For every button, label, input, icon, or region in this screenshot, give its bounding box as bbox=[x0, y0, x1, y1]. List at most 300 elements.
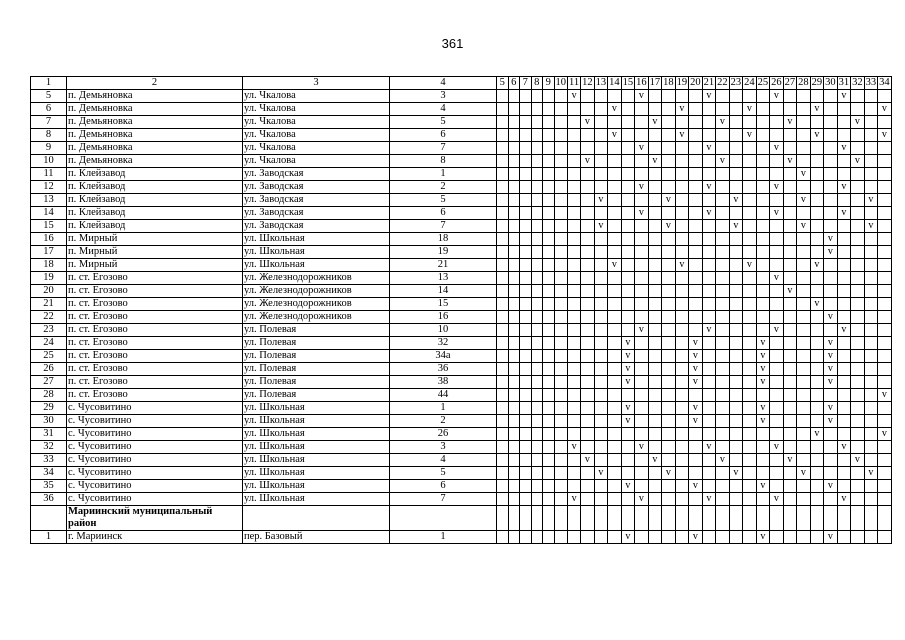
empty-cell bbox=[743, 194, 757, 207]
header-cell-11: 11 bbox=[569, 77, 580, 88]
empty-cell bbox=[824, 220, 838, 233]
empty-cell bbox=[756, 324, 770, 337]
row-number-cell: 29 bbox=[31, 402, 67, 415]
empty-cell bbox=[648, 168, 662, 181]
empty-cell bbox=[864, 207, 878, 220]
mark-cell: v bbox=[810, 298, 824, 311]
empty-cell bbox=[864, 402, 878, 415]
empty-cell bbox=[756, 129, 770, 142]
empty-cell bbox=[497, 246, 509, 259]
empty-cell bbox=[675, 246, 689, 259]
row-number-cell: 27 bbox=[31, 376, 67, 389]
locality-cell: п. Демьяновка bbox=[67, 155, 243, 168]
empty-cell bbox=[662, 181, 676, 194]
empty-cell bbox=[797, 531, 811, 544]
empty-cell bbox=[508, 531, 520, 544]
empty-cell bbox=[756, 168, 770, 181]
table-row bbox=[31, 207, 892, 220]
house-cell: 3 bbox=[390, 441, 497, 454]
street-cell: ул. Заводская bbox=[243, 181, 390, 194]
empty-cell bbox=[520, 168, 532, 181]
empty-cell bbox=[837, 129, 851, 142]
mark-cell: v bbox=[716, 155, 730, 168]
empty-cell bbox=[662, 116, 676, 129]
empty-cell bbox=[729, 272, 743, 285]
empty-cell bbox=[648, 246, 662, 259]
empty-cell bbox=[568, 376, 581, 389]
empty-cell bbox=[810, 467, 824, 480]
empty-cell bbox=[531, 142, 543, 155]
empty-cell bbox=[648, 441, 662, 454]
empty-cell bbox=[648, 402, 662, 415]
mark-cell: v bbox=[756, 480, 770, 493]
street-cell: ул. Заводская bbox=[243, 168, 390, 181]
empty-cell bbox=[824, 389, 838, 402]
empty-cell bbox=[497, 220, 509, 233]
empty-cell bbox=[554, 531, 568, 544]
empty-cell bbox=[675, 324, 689, 337]
mark-cell: v bbox=[864, 194, 878, 207]
empty-cell bbox=[810, 116, 824, 129]
empty-cell bbox=[497, 181, 509, 194]
empty-cell bbox=[756, 259, 770, 272]
empty-cell bbox=[689, 311, 703, 324]
empty-cell bbox=[543, 311, 555, 324]
empty-cell bbox=[520, 298, 532, 311]
street-cell: ул. Полевая bbox=[243, 337, 390, 350]
mark-cell: v bbox=[878, 129, 892, 142]
empty-cell bbox=[770, 259, 784, 272]
empty-cell bbox=[864, 233, 878, 246]
empty-cell bbox=[756, 454, 770, 467]
empty-cell bbox=[824, 506, 838, 531]
empty-cell bbox=[878, 116, 892, 129]
empty-cell bbox=[675, 376, 689, 389]
empty-cell bbox=[770, 337, 784, 350]
empty-cell bbox=[568, 155, 581, 168]
mark-cell: v bbox=[797, 467, 811, 480]
empty-cell bbox=[689, 272, 703, 285]
empty-cell bbox=[729, 389, 743, 402]
empty-cell bbox=[554, 337, 568, 350]
empty-cell bbox=[797, 363, 811, 376]
empty-cell bbox=[878, 194, 892, 207]
empty-cell bbox=[554, 415, 568, 428]
street-cell: ул. Железнодорожников bbox=[243, 311, 390, 324]
empty-cell bbox=[824, 181, 838, 194]
mark-cell: v bbox=[729, 220, 743, 233]
empty-cell bbox=[878, 311, 892, 324]
empty-cell bbox=[621, 298, 635, 311]
mark-cell: v bbox=[581, 155, 595, 168]
empty-cell bbox=[770, 103, 784, 116]
empty-cell bbox=[729, 363, 743, 376]
empty-cell bbox=[531, 363, 543, 376]
street-cell: ул. Школьная bbox=[243, 259, 390, 272]
empty-cell bbox=[608, 493, 622, 506]
empty-cell bbox=[543, 428, 555, 441]
empty-cell bbox=[729, 324, 743, 337]
mark-cell: v bbox=[581, 454, 595, 467]
empty-cell bbox=[702, 506, 716, 531]
empty-cell bbox=[594, 142, 608, 155]
empty-cell bbox=[702, 350, 716, 363]
empty-cell bbox=[497, 285, 509, 298]
empty-cell bbox=[810, 531, 824, 544]
empty-cell bbox=[608, 454, 622, 467]
empty-cell bbox=[689, 259, 703, 272]
empty-cell bbox=[608, 168, 622, 181]
row-number-cell: 22 bbox=[31, 311, 67, 324]
mark-cell: v bbox=[662, 220, 676, 233]
house-cell: 7 bbox=[390, 142, 497, 155]
empty-cell bbox=[543, 298, 555, 311]
header-cell-28: 28 bbox=[798, 77, 809, 88]
row-number-cell: 20 bbox=[31, 285, 67, 298]
locality-cell: п. ст. Егозово bbox=[67, 350, 243, 363]
empty-cell bbox=[756, 181, 770, 194]
empty-cell bbox=[648, 389, 662, 402]
empty-cell bbox=[797, 480, 811, 493]
empty-cell bbox=[851, 389, 865, 402]
row-number-cell: 11 bbox=[31, 168, 67, 181]
locality-cell: п. Демьяновка bbox=[67, 116, 243, 129]
street-cell: ул. Полевая bbox=[243, 350, 390, 363]
empty-cell bbox=[543, 493, 555, 506]
empty-cell bbox=[635, 168, 649, 181]
empty-cell bbox=[520, 155, 532, 168]
empty-cell bbox=[824, 467, 838, 480]
empty-cell bbox=[662, 350, 676, 363]
empty-cell bbox=[837, 272, 851, 285]
empty-cell bbox=[543, 116, 555, 129]
row-number-cell: 21 bbox=[31, 298, 67, 311]
empty-cell bbox=[824, 285, 838, 298]
empty-cell bbox=[621, 155, 635, 168]
empty-cell bbox=[716, 285, 730, 298]
empty-cell bbox=[675, 441, 689, 454]
header-cell-24: 24 bbox=[744, 77, 755, 88]
empty-cell bbox=[531, 467, 543, 480]
header-cell-26: 26 bbox=[771, 77, 782, 88]
empty-cell bbox=[648, 298, 662, 311]
empty-cell bbox=[531, 506, 543, 531]
house-cell: 14 bbox=[390, 285, 497, 298]
empty-cell bbox=[581, 467, 595, 480]
empty-cell bbox=[797, 142, 811, 155]
locality-cell: п. Клейзавод bbox=[67, 181, 243, 194]
empty-cell bbox=[543, 207, 555, 220]
empty-cell bbox=[554, 454, 568, 467]
empty-cell bbox=[797, 389, 811, 402]
empty-cell bbox=[851, 194, 865, 207]
empty-cell bbox=[662, 272, 676, 285]
empty-cell bbox=[729, 506, 743, 531]
table-row bbox=[31, 324, 892, 337]
mark-cell: v bbox=[594, 194, 608, 207]
house-cell: 19 bbox=[390, 246, 497, 259]
empty-cell bbox=[531, 285, 543, 298]
empty-cell bbox=[508, 337, 520, 350]
empty-cell bbox=[810, 207, 824, 220]
empty-cell bbox=[837, 116, 851, 129]
house-cell: 6 bbox=[390, 129, 497, 142]
empty-cell bbox=[520, 376, 532, 389]
empty-cell bbox=[594, 363, 608, 376]
empty-cell bbox=[810, 454, 824, 467]
mark-cell: v bbox=[743, 129, 757, 142]
empty-cell bbox=[837, 233, 851, 246]
empty-cell bbox=[554, 363, 568, 376]
empty-cell bbox=[520, 233, 532, 246]
empty-cell bbox=[878, 233, 892, 246]
empty-cell bbox=[608, 246, 622, 259]
empty-cell bbox=[662, 402, 676, 415]
empty-cell bbox=[662, 531, 676, 544]
empty-cell bbox=[635, 311, 649, 324]
empty-cell bbox=[851, 402, 865, 415]
empty-cell bbox=[608, 441, 622, 454]
empty-cell bbox=[689, 181, 703, 194]
empty-cell bbox=[675, 350, 689, 363]
empty-cell bbox=[783, 506, 797, 531]
empty-cell bbox=[810, 194, 824, 207]
empty-cell bbox=[702, 298, 716, 311]
empty-cell bbox=[648, 363, 662, 376]
mark-cell: v bbox=[824, 350, 838, 363]
street-cell: ул. Школьная bbox=[243, 246, 390, 259]
empty-cell bbox=[508, 415, 520, 428]
mark-cell: v bbox=[743, 259, 757, 272]
empty-cell bbox=[851, 259, 865, 272]
empty-cell bbox=[770, 220, 784, 233]
locality-cell: с. Чусовитино bbox=[67, 415, 243, 428]
empty-cell bbox=[568, 142, 581, 155]
empty-cell bbox=[837, 350, 851, 363]
empty-cell bbox=[743, 233, 757, 246]
empty-cell bbox=[508, 207, 520, 220]
empty-cell bbox=[797, 441, 811, 454]
row-number-cell: 16 bbox=[31, 233, 67, 246]
empty-cell bbox=[594, 233, 608, 246]
empty-cell bbox=[729, 246, 743, 259]
empty-cell bbox=[543, 531, 555, 544]
empty-cell bbox=[810, 285, 824, 298]
empty-cell bbox=[824, 116, 838, 129]
empty-cell bbox=[594, 129, 608, 142]
empty-cell bbox=[520, 467, 532, 480]
header-cell-19: 19 bbox=[676, 77, 688, 88]
empty-cell bbox=[729, 531, 743, 544]
empty-cell bbox=[635, 233, 649, 246]
locality-cell: с. Чусовитино bbox=[67, 402, 243, 415]
empty-cell bbox=[851, 506, 865, 531]
empty-cell bbox=[878, 493, 892, 506]
empty-cell bbox=[508, 233, 520, 246]
street-cell: ул. Школьная bbox=[243, 415, 390, 428]
locality-cell: п. Клейзавод bbox=[67, 207, 243, 220]
empty-cell bbox=[810, 415, 824, 428]
empty-cell bbox=[581, 402, 595, 415]
empty-cell bbox=[621, 220, 635, 233]
empty-cell bbox=[531, 311, 543, 324]
empty-cell bbox=[729, 90, 743, 103]
empty-cell bbox=[554, 233, 568, 246]
mark-cell: v bbox=[743, 103, 757, 116]
empty-cell bbox=[554, 389, 568, 402]
empty-cell bbox=[716, 506, 730, 531]
empty-cell bbox=[824, 428, 838, 441]
empty-cell bbox=[797, 506, 811, 531]
empty-cell bbox=[554, 207, 568, 220]
empty-cell bbox=[770, 116, 784, 129]
empty-cell bbox=[675, 389, 689, 402]
empty-cell bbox=[837, 298, 851, 311]
empty-cell bbox=[635, 350, 649, 363]
mark-cell: v bbox=[594, 220, 608, 233]
mark-cell: v bbox=[837, 441, 851, 454]
mark-cell: v bbox=[810, 428, 824, 441]
empty-cell bbox=[568, 402, 581, 415]
empty-cell bbox=[824, 142, 838, 155]
empty-cell bbox=[810, 181, 824, 194]
row-number-cell: 8 bbox=[31, 129, 67, 142]
empty-cell bbox=[635, 454, 649, 467]
empty-cell bbox=[783, 337, 797, 350]
empty-cell bbox=[729, 480, 743, 493]
empty-cell bbox=[621, 116, 635, 129]
mark-cell: v bbox=[635, 181, 649, 194]
empty-cell bbox=[743, 311, 757, 324]
empty-cell bbox=[864, 259, 878, 272]
empty-cell bbox=[689, 155, 703, 168]
row-number-cell: 33 bbox=[31, 454, 67, 467]
empty-cell bbox=[568, 103, 581, 116]
empty-cell bbox=[810, 142, 824, 155]
header-cell-20: 20 bbox=[690, 77, 701, 88]
mark-cell: v bbox=[702, 207, 716, 220]
empty-cell bbox=[543, 220, 555, 233]
header-cell-16: 16 bbox=[636, 77, 647, 88]
empty-cell bbox=[621, 181, 635, 194]
empty-cell bbox=[851, 467, 865, 480]
mark-cell: v bbox=[581, 116, 595, 129]
empty-cell bbox=[702, 155, 716, 168]
table-row bbox=[31, 129, 892, 142]
empty-cell bbox=[508, 272, 520, 285]
empty-cell bbox=[837, 389, 851, 402]
mark-cell: v bbox=[756, 363, 770, 376]
house-cell: 6 bbox=[390, 480, 497, 493]
empty-cell bbox=[508, 155, 520, 168]
mark-cell: v bbox=[702, 142, 716, 155]
empty-cell bbox=[531, 376, 543, 389]
empty-cell bbox=[878, 350, 892, 363]
mark-cell: v bbox=[810, 103, 824, 116]
empty-cell bbox=[783, 220, 797, 233]
house-cell: 3 bbox=[390, 90, 497, 103]
empty-cell bbox=[716, 531, 730, 544]
empty-cell bbox=[878, 285, 892, 298]
table-row bbox=[31, 90, 892, 103]
empty-cell bbox=[621, 207, 635, 220]
empty-cell bbox=[783, 467, 797, 480]
empty-cell bbox=[878, 90, 892, 103]
empty-cell bbox=[716, 428, 730, 441]
empty-cell bbox=[508, 129, 520, 142]
mark-cell: v bbox=[824, 480, 838, 493]
empty-cell bbox=[878, 376, 892, 389]
empty-cell bbox=[756, 428, 770, 441]
mark-cell: v bbox=[702, 324, 716, 337]
house-cell: 21 bbox=[390, 259, 497, 272]
row-number-cell: 15 bbox=[31, 220, 67, 233]
empty-cell bbox=[851, 493, 865, 506]
empty-cell bbox=[568, 220, 581, 233]
empty-cell bbox=[702, 285, 716, 298]
empty-cell bbox=[756, 194, 770, 207]
empty-cell bbox=[648, 142, 662, 155]
empty-cell bbox=[581, 129, 595, 142]
empty-cell bbox=[797, 324, 811, 337]
empty-cell bbox=[851, 480, 865, 493]
empty-cell bbox=[508, 441, 520, 454]
street-cell: ул. Школьная bbox=[243, 233, 390, 246]
locality-cell: п. Мирный bbox=[67, 259, 243, 272]
empty-cell bbox=[608, 506, 622, 531]
empty-cell bbox=[743, 389, 757, 402]
empty-cell bbox=[743, 506, 757, 531]
empty-cell bbox=[568, 259, 581, 272]
street-cell: ул. Чкалова bbox=[243, 116, 390, 129]
empty-cell bbox=[608, 311, 622, 324]
row-number-cell: 24 bbox=[31, 337, 67, 350]
empty-cell bbox=[864, 350, 878, 363]
empty-cell bbox=[743, 480, 757, 493]
empty-cell bbox=[621, 324, 635, 337]
empty-cell bbox=[621, 441, 635, 454]
empty-cell bbox=[851, 103, 865, 116]
street-cell: ул. Школьная bbox=[243, 493, 390, 506]
empty-cell bbox=[594, 506, 608, 531]
empty-cell bbox=[810, 376, 824, 389]
page-number: 361 bbox=[441, 36, 464, 51]
empty-cell bbox=[568, 480, 581, 493]
empty-cell bbox=[497, 259, 509, 272]
mark-cell: v bbox=[635, 441, 649, 454]
empty-cell bbox=[508, 376, 520, 389]
locality-cell: п. Мирный bbox=[67, 246, 243, 259]
header-cell-21: 21 bbox=[703, 77, 715, 88]
locality-cell: п. ст. Егозово bbox=[67, 337, 243, 350]
empty-cell bbox=[716, 233, 730, 246]
house-cell: 38 bbox=[390, 376, 497, 389]
empty-cell bbox=[770, 389, 784, 402]
empty-cell bbox=[689, 220, 703, 233]
empty-cell bbox=[581, 142, 595, 155]
row-number-cell: 36 bbox=[31, 493, 67, 506]
mark-cell: v bbox=[878, 428, 892, 441]
empty-cell bbox=[520, 389, 532, 402]
locality-cell: г. Мариинск bbox=[67, 531, 243, 544]
mark-cell: v bbox=[783, 116, 797, 129]
empty-cell bbox=[689, 389, 703, 402]
empty-cell bbox=[554, 129, 568, 142]
header-cell-3: 3 bbox=[243, 77, 390, 90]
empty-cell bbox=[864, 103, 878, 116]
empty-cell bbox=[797, 337, 811, 350]
empty-cell bbox=[675, 298, 689, 311]
